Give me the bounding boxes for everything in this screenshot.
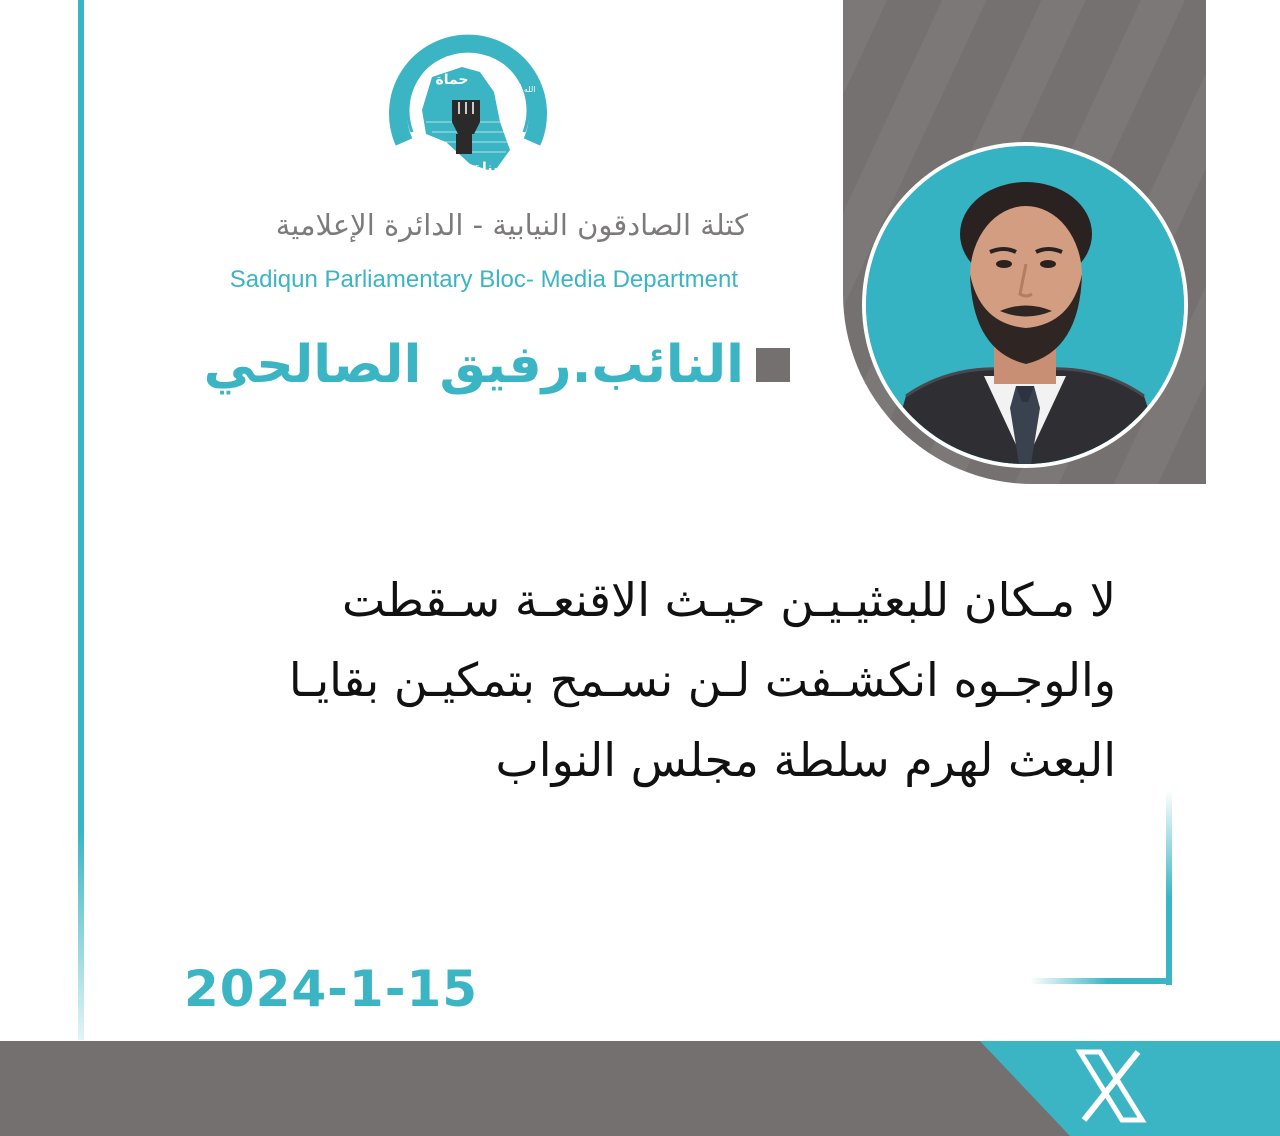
logo-text-middle: حماة <box>435 72 469 88</box>
post-date: 2024-1-15 <box>184 960 479 1018</box>
movement-logo <box>382 22 552 192</box>
quote-line: لا مـكان للبعثيـيـن حيـث الاقنعـة سـقطت <box>342 573 1116 627</box>
quote-line: والوجـوه انكشـفت لـن نسـمح بتمكيـن بقايـا <box>288 653 1116 707</box>
speaker-portrait-image <box>866 146 1184 464</box>
logo-text-bottom: بناة <box>473 160 499 176</box>
quote-line: البعث لهرم سلطة مجلس النواب <box>495 733 1116 787</box>
quote-block <box>150 560 1116 800</box>
left-accent-rule <box>78 0 84 1040</box>
logo-text-sides: الله أكبر <box>508 85 536 94</box>
bullet-square-icon <box>756 348 790 382</box>
corner-accent-vertical <box>1166 790 1172 985</box>
bloc-name-english: Sadiqun Parliamentary Bloc- Media Department <box>229 266 738 293</box>
speaker-name: النائب.رفيق الصالحي <box>203 335 744 395</box>
movement-logo-icon <box>382 22 552 192</box>
corner-accent-horizontal <box>1030 978 1172 984</box>
bloc-name-arabic: كتلة الصادقون النيابية - الدائرة الإعلامية <box>275 208 748 242</box>
logo-text-top: حركة الصادقون <box>431 40 503 53</box>
speaker-name-row <box>170 330 790 400</box>
x-icon[interactable] <box>1070 1046 1150 1126</box>
speaker-portrait <box>862 142 1188 468</box>
x-logo-glyph <box>1070 1046 1150 1126</box>
